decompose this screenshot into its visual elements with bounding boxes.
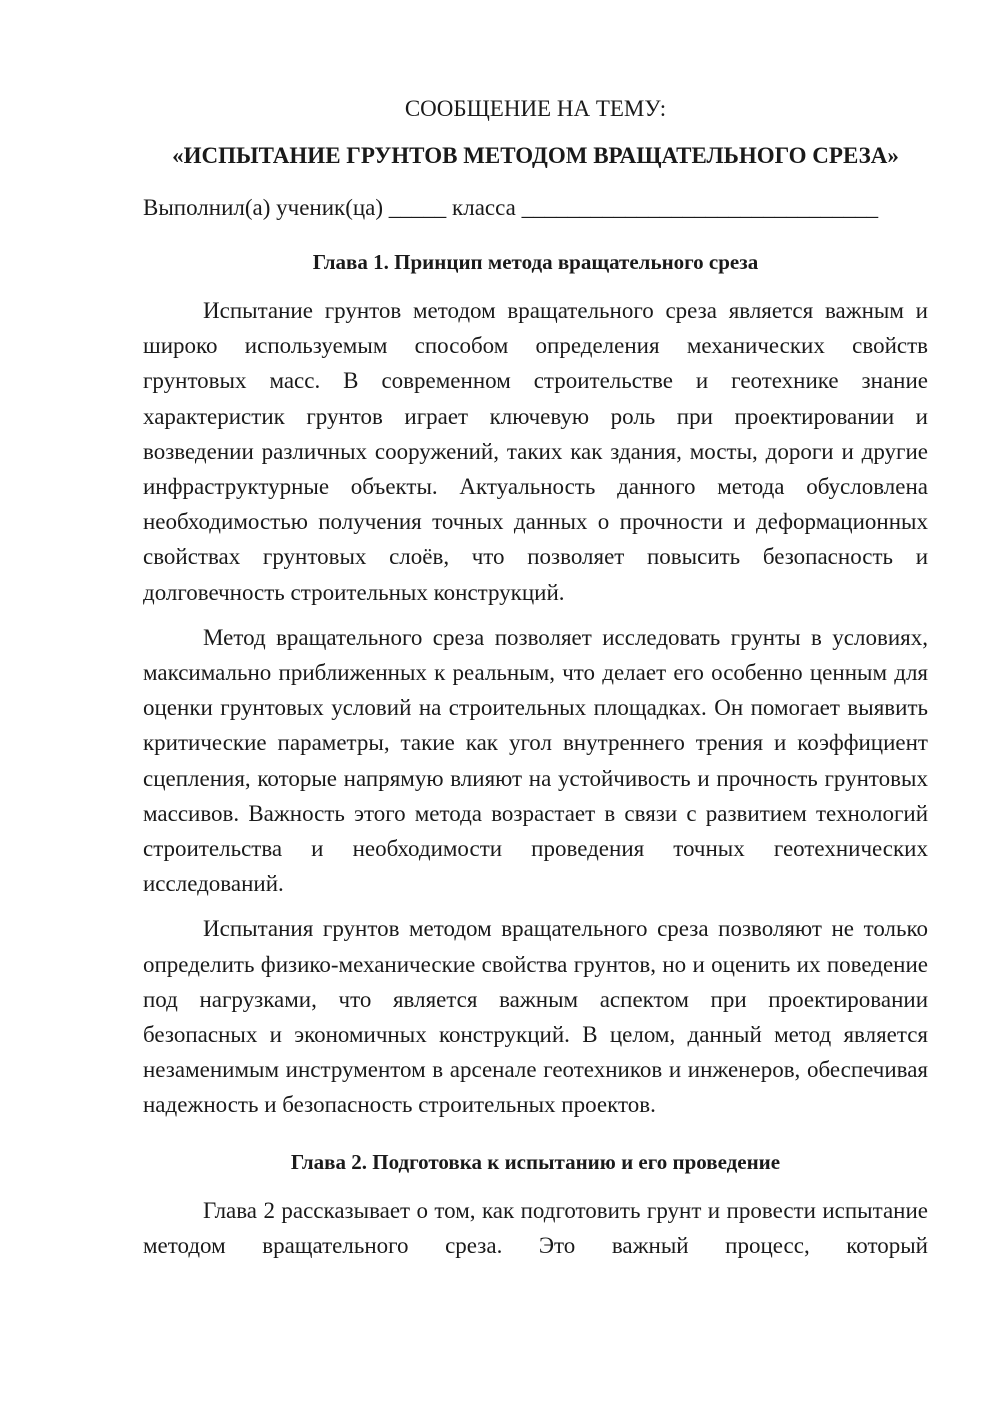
author-line: Выполнил(а) ученик(ца) _____ класса _______________________________: [143, 195, 879, 220]
chapter-2-paragraph-1: Глава 2 рассказывает о том, как подготовить грунт и провести испытание методом вращательного среза. Это важный процесс, который: [143, 1197, 928, 1258]
chapter-1-heading: Глава 1. Принцип метода вращательного среза: [312, 250, 759, 274]
chapter-1-paragraph-3: Испытания грунтов методом вращательного среза позволяют не только определить физико-механические свойства грунтов, но и оценить их поведение под нагрузками, что является важным аспектом при проектировании безопасных и экономичных конструкций. В целом, данный метод является незаменимым инструментом в арсенале геотехников и инженеров, обеспечивая надежность и безопасность строительных проектов.: [143, 916, 928, 1118]
document-title-label: СООБЩЕНИЕ НА ТЕМУ:: [404, 96, 667, 121]
document-page: [143, 92, 928, 1263]
chapter-1-paragraph-1: Испытание грунтов методом вращательного среза является важным и широко используемым способом определения механических свойств грунтовых масс. В современном строительстве и геотехнике знание характеристик грунтов играет ключевую роль при проектировании и возведении различных сооружений, таких как здания, мосты, дороги и другие инфраструктурные объекты. Актуальность данного метода обусловлена необходимостью получения точных данных о прочности и деформационных свойствах грунтовых слоёв, что позволяет повысить безопасность и долговечность строительных конструкций.: [143, 298, 928, 605]
chapter-1-paragraph-2: Метод вращательного среза позволяет исследовать грунты в условиях, максимально приближенных к реальным, что делает его особенно ценным для оценки грунтовых условий на строительных площадках. Он помогает выявить критические параметры, такие как угол внутреннего трения и коэффициент сцепления, которые напрямую влияют на устойчивость и прочность грунтовых массивов. Важность этого метода возрастает в связи с развитием технологий строительства и необходимости проведения точных геотехнических исследований.: [143, 624, 928, 897]
chapter-2-heading: Глава 2. Подготовка к испытанию и его проведение: [290, 1149, 781, 1174]
document-title: «ИСПЫТАНИЕ ГРУНТОВ МЕТОДОМ ВРАЩАТЕЛЬНОГО СРЕЗА»: [172, 143, 899, 168]
